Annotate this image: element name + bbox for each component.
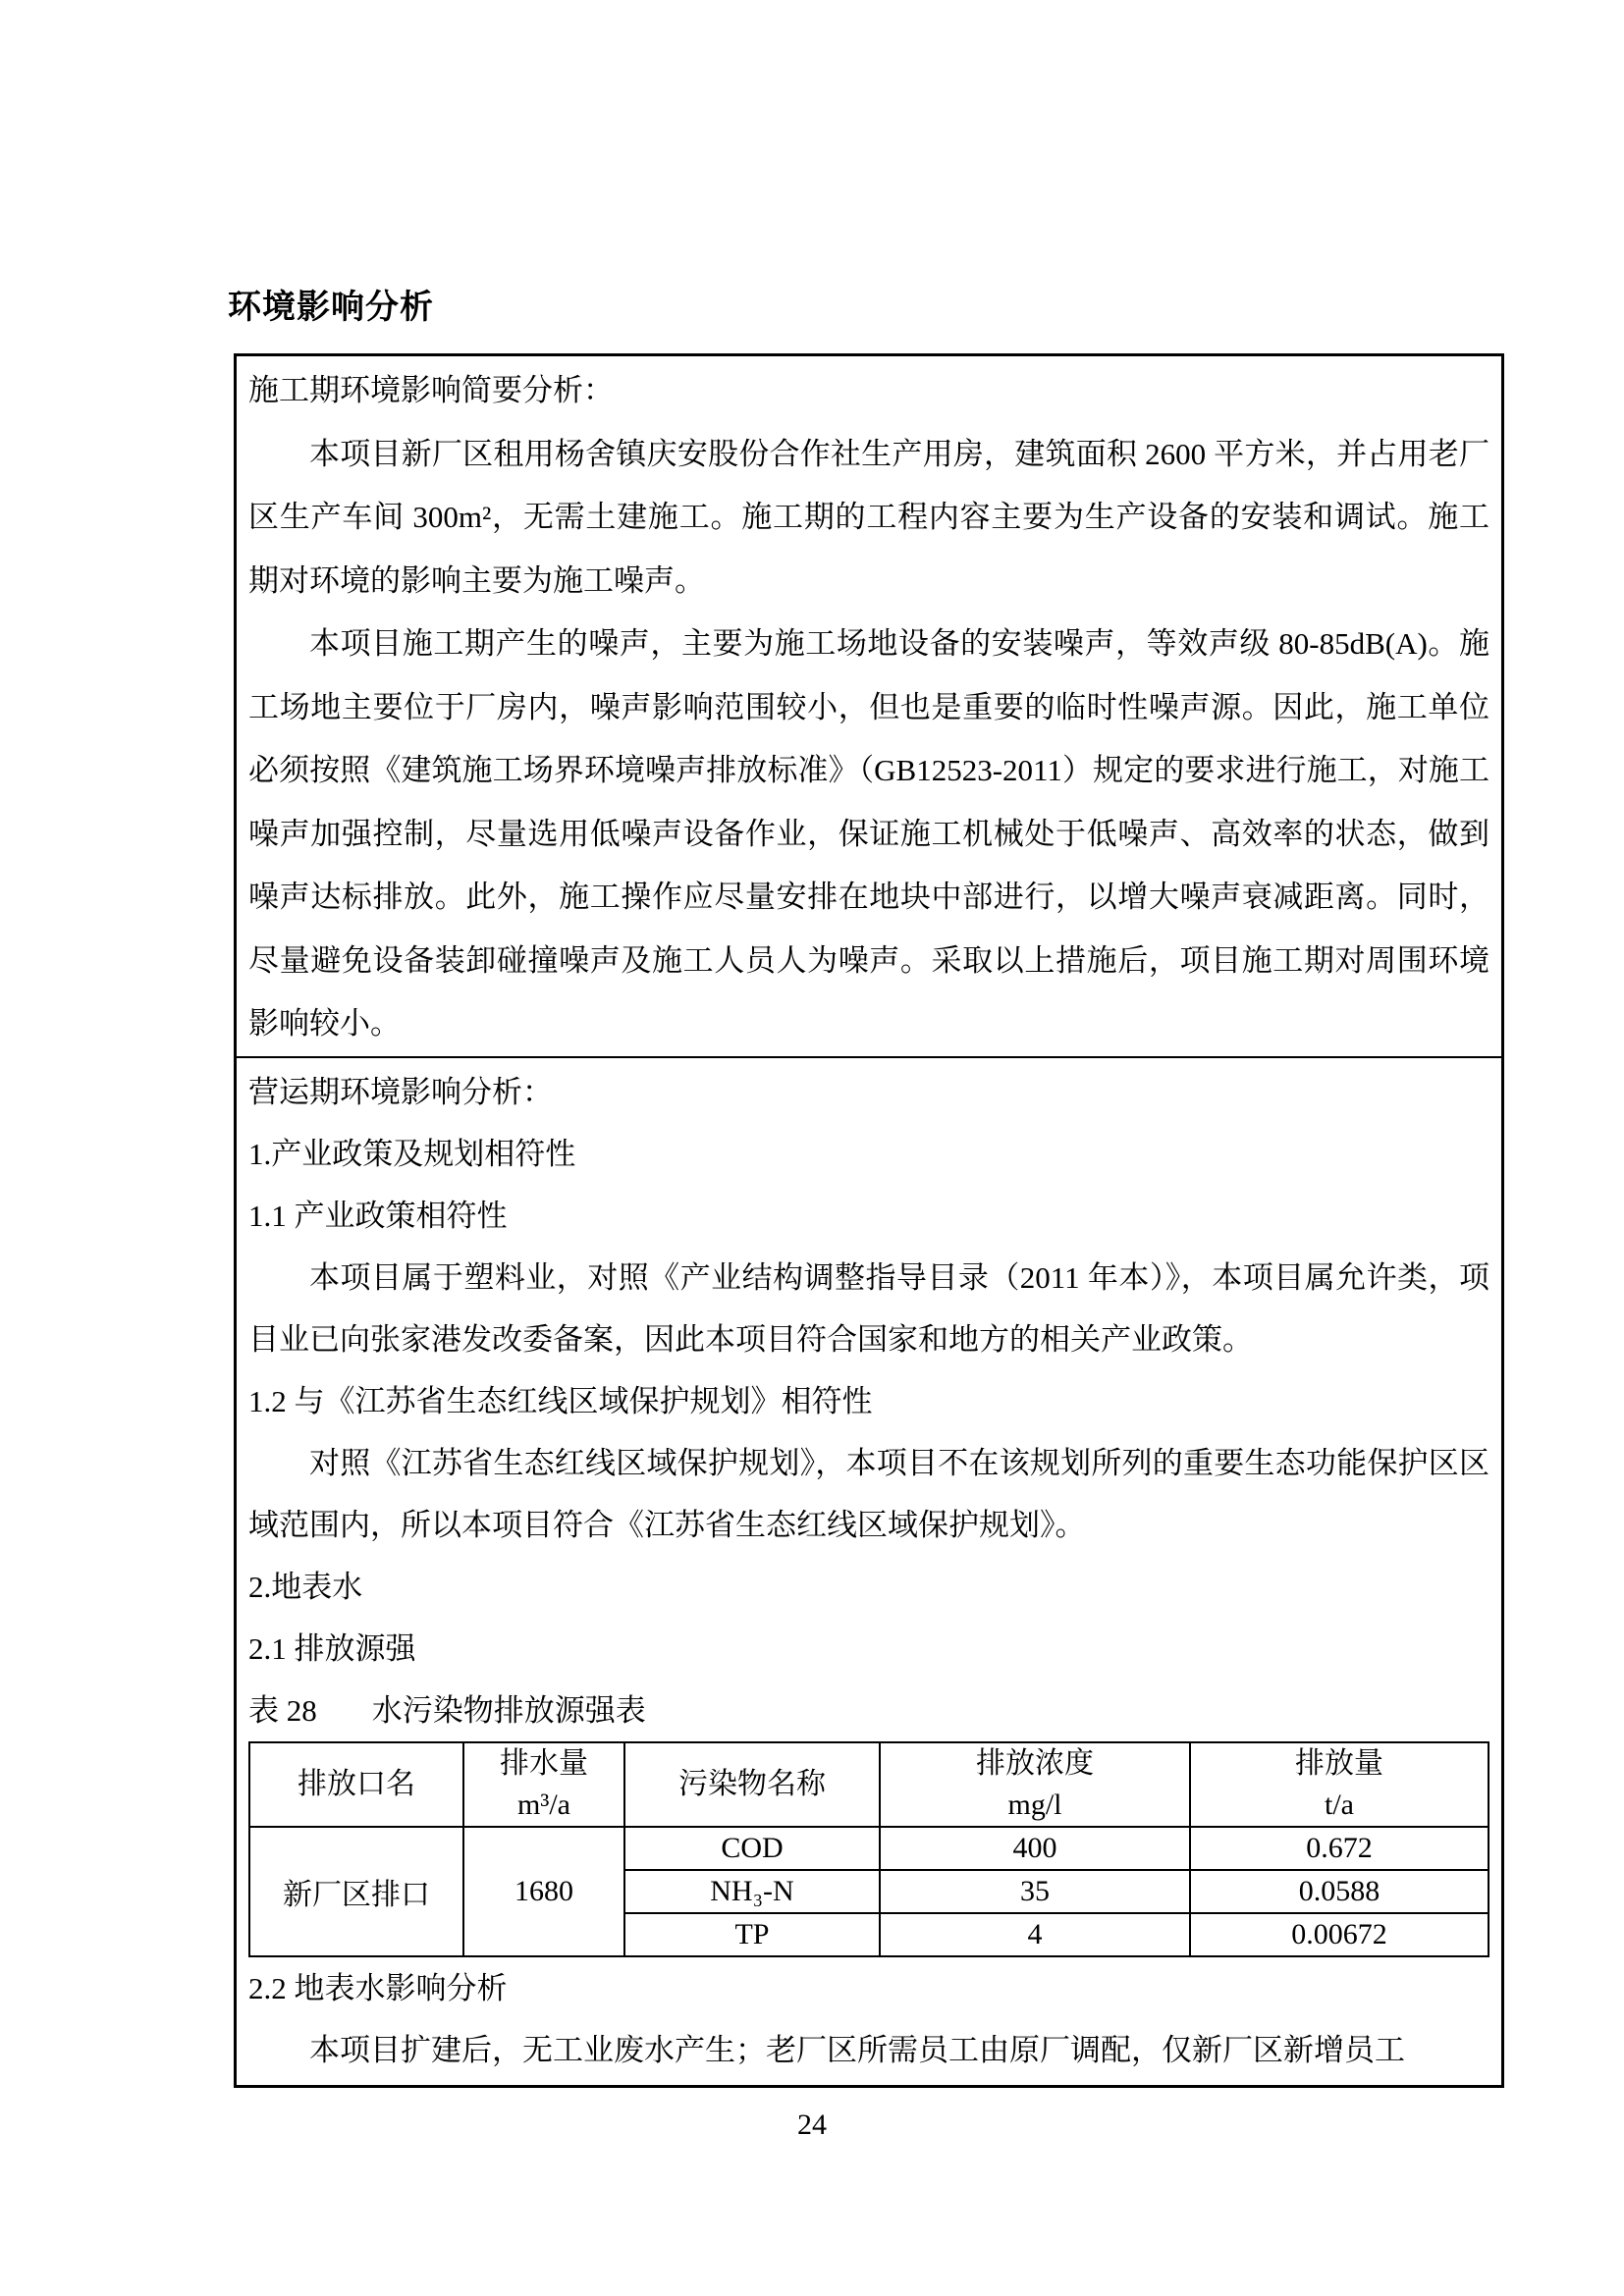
page-title: 环境影响分析: [228, 290, 434, 326]
section-1-2-heading: 1.2 与《江苏省生态红线区域保护规划》相符性: [248, 1384, 873, 1418]
table-caption-number: 表 28: [248, 1693, 317, 1728]
drainage-volume-header: 排水量 m³/a: [463, 1742, 624, 1827]
pollutant-cell: TP: [624, 1913, 880, 1956]
pollutant-cell: COD: [624, 1827, 880, 1870]
construction-paragraph-1: 本项目新厂区租用杨舍镇庆安股份合作社生产用房，建筑面积 2600 平方米，并占用老厂区生产车间 300m²，无需土建施工。施工期的工程内容主要为生产设备的安装和调试。施工期对环境的影响主要为施工噪声。: [248, 436, 1489, 598]
outlet-name-cell: 新厂区排口: [249, 1827, 463, 1956]
amount-cell: 0.00672: [1190, 1913, 1489, 1956]
operation-heading: 营运期环境影响分析：: [248, 1075, 553, 1109]
policy-paragraph: 本项目属于塑料业，对照《产业结构调整指导目录（2011 年本）》，本项目属允许类，项目业已向张家港发改委备案，因此本项目符合国家和地方的相关产业政策。: [248, 1260, 1489, 1357]
construction-heading: 施工期环境影响简要分析：: [248, 373, 614, 407]
section-2-heading: 2.地表水: [248, 1570, 363, 1604]
section-2-2-heading: 2.2 地表水影响分析: [248, 1971, 508, 2005]
concentration-cell: 4: [880, 1913, 1190, 1956]
table-header-row: [249, 1742, 1489, 1827]
page-number: 24: [797, 2109, 827, 2141]
table-row: [249, 1827, 1489, 1870]
construction-period-cell: [237, 356, 1501, 1058]
outlet-name-header: 排放口名: [249, 1742, 463, 1827]
ecology-paragraph: 对照《江苏省生态红线区域保护规划》，本项目不在该规划所列的重要生态功能保护区区域范围内，所以本项目符合《江苏省生态红线区域保护规划》。: [248, 1446, 1489, 1542]
amount-header: 排放量 t/a: [1190, 1742, 1489, 1827]
section-2-1-heading: 2.1 排放源强: [248, 1631, 416, 1666]
concentration-cell: 35: [880, 1870, 1190, 1913]
table-caption-title: 水污染物排放源强表: [371, 1693, 646, 1728]
concentration-cell: 400: [880, 1827, 1190, 1870]
surface-water-paragraph: 本项目扩建后，无工业废水产生；老厂区所需员工由原厂调配，仅新厂区新增员工: [309, 2033, 1405, 2067]
concentration-header: 排放浓度 mg/l: [880, 1742, 1190, 1827]
pollutant-source-table: [248, 1741, 1489, 1957]
table-caption: [248, 1680, 1489, 1741]
impact-analysis-table: [234, 353, 1504, 2088]
drainage-volume-cell: 1680: [463, 1827, 624, 1956]
amount-cell: 0.672: [1190, 1827, 1489, 1870]
amount-cell: 0.0588: [1190, 1870, 1489, 1913]
pollutant-cell: NH₃-N: [624, 1870, 880, 1913]
pollutant-name-header: 污染物名称: [624, 1742, 880, 1827]
section-1-1-heading: 1.1 产业政策相符性: [248, 1199, 508, 1233]
section-1-heading: 1.产业政策及规划相符性: [248, 1137, 576, 1171]
construction-paragraph-2: 本项目施工期产生的噪声，主要为施工场地设备的安装噪声，等效声级 80-85dB(A)。施工场地主要位于厂房内，噪声影响范围较小，但也是重要的临时性噪声源。因此，施工单位必须按照《建筑施工场界环境噪声排放标准》（GB12523-2011）规定的要求进行施工，对施工噪声加强控制，尽量选用低噪声设备作业，保证施工机械处于低噪声、高效率的状态，做到噪声达标排放。此外，施工操作应尽量安排在地块中部进行，以增大噪声衰减距离。同时，尽量避免设备装卸碰撞噪声及施工人员人为噪声。采取以上措施后，项目施工期对周围环境影响较小。: [248, 626, 1489, 1041]
operation-period-cell: [237, 1058, 1501, 2085]
